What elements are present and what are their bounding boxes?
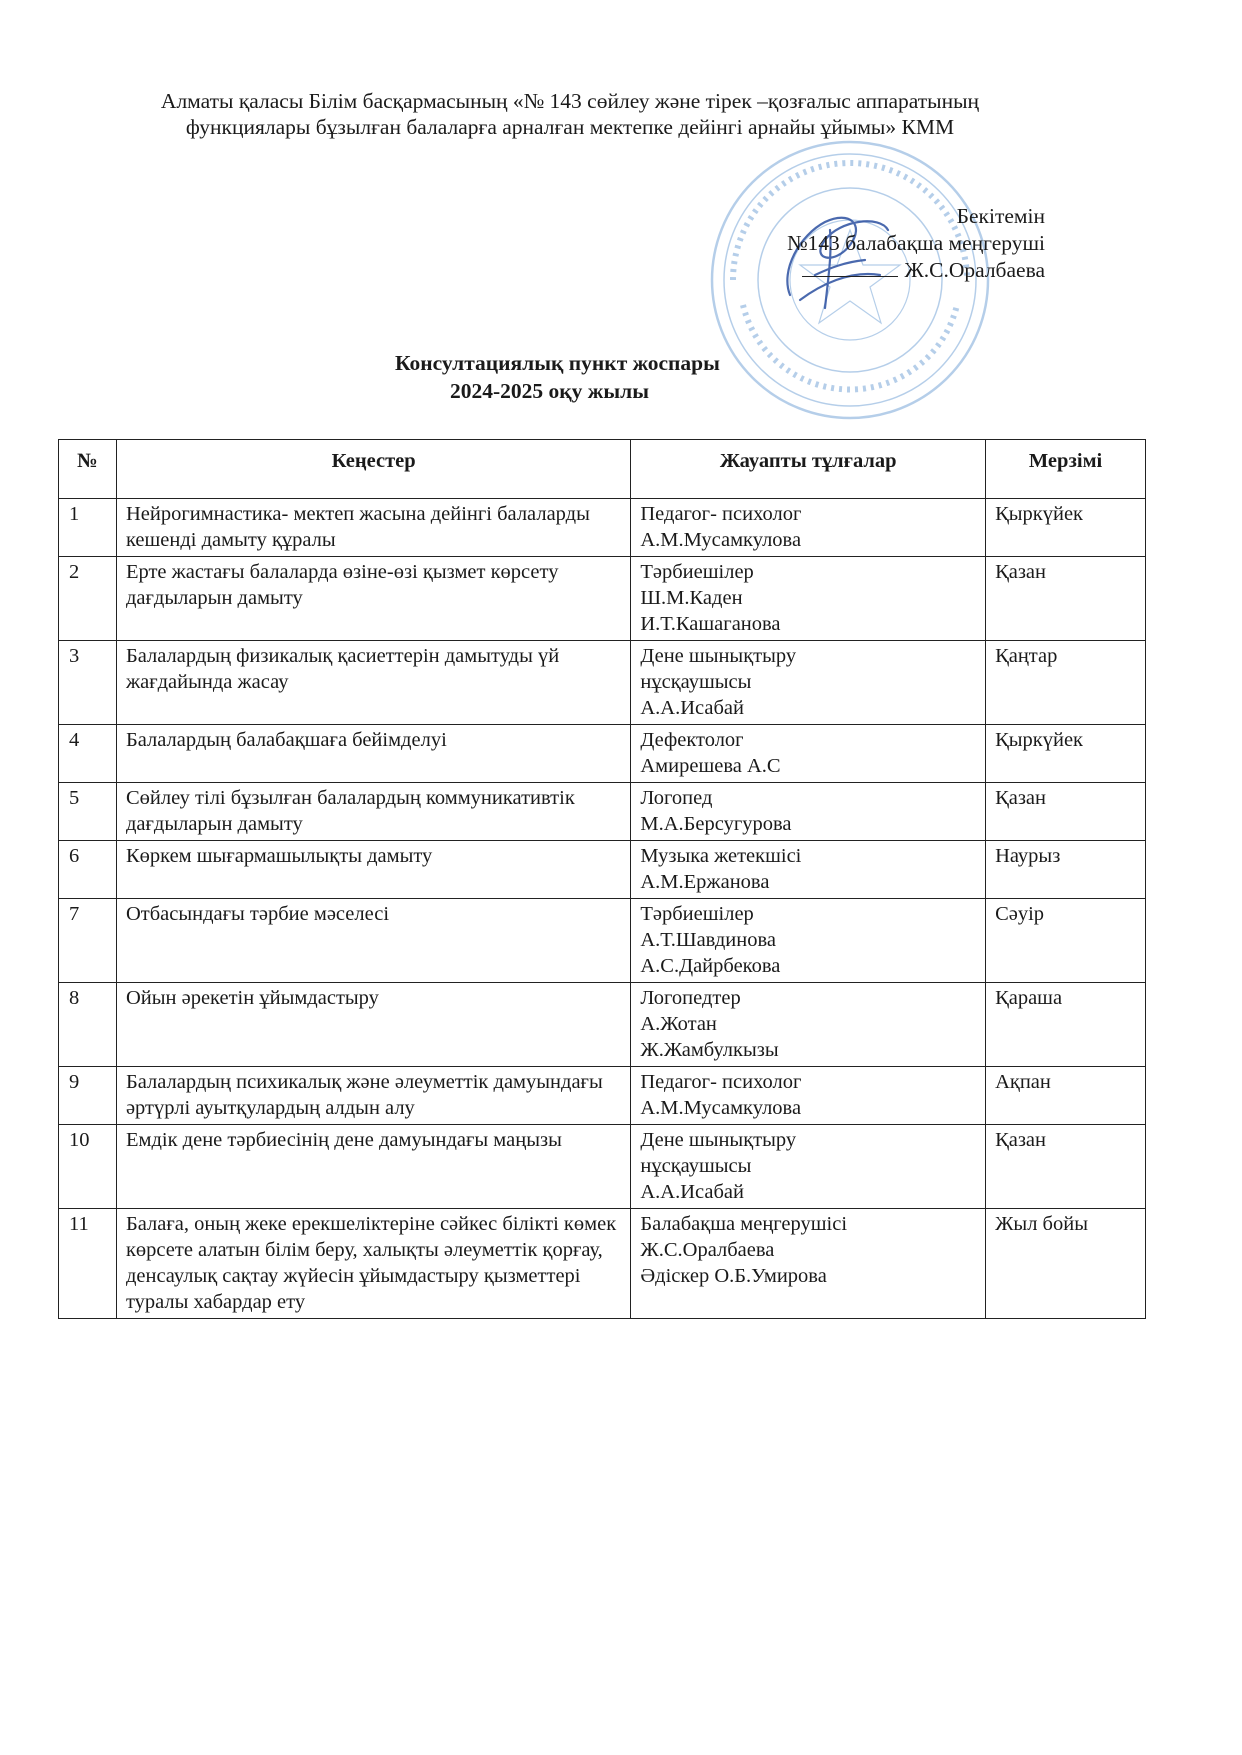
table-row: [59, 557, 1146, 641]
responsible-persons: [631, 1125, 986, 1209]
responsible-person-line: А.Т.Шавдинова: [640, 929, 776, 951]
row-number: 8: [59, 983, 117, 1067]
responsible-person-line: Тәрбиешілер: [640, 903, 754, 925]
deadline: Жыл бойы: [986, 1209, 1146, 1319]
responsible-persons: [631, 1209, 986, 1319]
table-row: [59, 983, 1146, 1067]
header-deadline: Мерзімі: [986, 440, 1146, 499]
approval-label: Бекітемін: [956, 204, 1045, 228]
responsible-person-line: А.С.Дайрбекова: [640, 955, 781, 977]
table-row: [59, 725, 1146, 783]
table-body: [59, 499, 1146, 1319]
title-line-2: 2024-2025 оқу жылы: [450, 379, 650, 403]
consultation-plan-table: [58, 439, 1146, 1319]
row-number: 9: [59, 1067, 117, 1125]
responsible-persons: [631, 983, 986, 1067]
header-topic: Кеңестер: [116, 440, 630, 499]
table-header-row: [59, 440, 1146, 499]
responsible-person-line: Тәрбиешілер: [640, 561, 754, 583]
responsible-person-line: А.М.Мусамкулова: [640, 1097, 802, 1119]
table-row: [59, 1125, 1146, 1209]
responsible-persons: [631, 783, 986, 841]
consultation-topic: Балалардың физикалық қасиеттерін дамытуды үй жағдайында жасау: [116, 641, 630, 725]
table-row: [59, 841, 1146, 899]
signature-line: [802, 275, 898, 277]
consultation-topic: Көркем шығармашылықты дамыту: [116, 841, 630, 899]
deadline: Қыркүйек: [986, 499, 1146, 557]
table-row: [59, 899, 1146, 983]
header-responsible: Жауапты тұлғалар: [631, 440, 986, 499]
responsible-person-line: Логопед: [640, 787, 713, 809]
responsible-person-line: Ж.С.Оралбаева: [640, 1239, 775, 1261]
responsible-person-line: Ж.Жамбулкызы: [640, 1039, 779, 1061]
row-number: 4: [59, 725, 117, 783]
row-number: 2: [59, 557, 117, 641]
approval-block: [720, 203, 1045, 284]
responsible-person-line: А.А.Исабай: [640, 1181, 744, 1203]
responsible-person-line: Музыка жетекшісі: [640, 845, 802, 867]
row-number: 7: [59, 899, 117, 983]
table-row: [59, 499, 1146, 557]
table-row: [59, 641, 1146, 725]
header-num: №: [59, 440, 117, 499]
responsible-persons: [631, 899, 986, 983]
responsible-person-line: А.М.Ержанова: [640, 871, 770, 893]
deadline: Қыркүйек: [986, 725, 1146, 783]
responsible-person-line: Дефектолог: [640, 729, 744, 751]
title-line-1: Консултациялық пункт жоспары: [395, 351, 720, 375]
responsible-person-line: М.А.Берсугурова: [640, 813, 792, 835]
responsible-persons: [631, 841, 986, 899]
responsible-person-line: Ш.М.Каден: [640, 587, 743, 609]
responsible-person-line: А.Жотан: [640, 1013, 717, 1035]
deadline: Ақпан: [986, 1067, 1146, 1125]
responsible-person-line: А.М.Мусамкулова: [640, 529, 802, 551]
consultation-topic: Сөйлеу тілі бұзылған балалардың коммуникативтік дағдыларын дамыту: [116, 783, 630, 841]
consultation-topic: Балалардың психикалық және әлеуметтік дамуындағы әртүрлі ауытқулардың алдын алу: [116, 1067, 630, 1125]
responsible-person-line: А.А.Исабай: [640, 697, 744, 719]
row-number: 1: [59, 499, 117, 557]
deadline: Қараша: [986, 983, 1146, 1067]
organization-header: Алматы қаласы Білім басқармасының «№ 143 сөйлеу және тірек –қозғалыс аппаратының функциялары бұзылған балаларға арналған мектепке дейінгі арнайы ұйымы» КММ: [160, 89, 980, 139]
deadline: Наурыз: [986, 841, 1146, 899]
responsible-persons: [631, 499, 986, 557]
row-number: 11: [59, 1209, 117, 1319]
table-row: [59, 1067, 1146, 1125]
responsible-persons: [631, 1067, 986, 1125]
deadline: Сәуір: [986, 899, 1146, 983]
responsible-person-line: Дене шынықтыру: [640, 1129, 797, 1151]
row-number: 6: [59, 841, 117, 899]
deadline: Қазан: [986, 783, 1146, 841]
consultation-topic: Отбасындағы тәрбие мәселесі: [116, 899, 630, 983]
approver-name: Ж.С.Оралбаева: [904, 258, 1045, 282]
responsible-persons: [631, 725, 986, 783]
responsible-person-line: Педагог- психолог: [640, 1071, 802, 1093]
deadline: Қазан: [986, 557, 1146, 641]
responsible-person-line: нұсқаушысы: [640, 1155, 752, 1177]
responsible-person-line: И.Т.Кашаганова: [640, 613, 781, 635]
deadline: Қазан: [986, 1125, 1146, 1209]
responsible-person-line: Логопедтер: [640, 987, 741, 1009]
consultation-topic: Ойын әрекетін ұйымдастыру: [116, 983, 630, 1067]
consultation-topic: Балалардың балабақшаға бейімделуі: [116, 725, 630, 783]
consultation-topic: Емдік дене тәрбиесінің дене дамуындағы маңызы: [116, 1125, 630, 1209]
consultation-topic: Балаға, оның жеке ерекшеліктеріне сәйкес білікті көмек көрсете алатын білім беру, халықты әлеуметтік қорғау, денсаулық сақтау жүйесін ұйымдастыру қызметтері туралы хабардар ету: [116, 1209, 630, 1319]
deadline: Қаңтар: [986, 641, 1146, 725]
responsible-person-line: Балабақша меңгерушісі: [640, 1213, 848, 1235]
consultation-topic: Ерте жастағы балаларда өзіне-өзі қызмет көрсету дағдыларын дамыту: [116, 557, 630, 641]
responsible-person-line: Дене шынықтыру: [640, 645, 797, 667]
row-number: 3: [59, 641, 117, 725]
responsible-person-line: Амирешева А.С: [640, 755, 781, 777]
row-number: 5: [59, 783, 117, 841]
responsible-persons: [631, 641, 986, 725]
responsible-person-line: Әдіскер О.Б.Умирова: [640, 1265, 827, 1287]
document-title: [330, 349, 850, 405]
responsible-person-line: нұсқаушысы: [640, 671, 752, 693]
approver-name-line: [720, 257, 1045, 284]
row-number: 10: [59, 1125, 117, 1209]
table-row: [59, 1209, 1146, 1319]
approver-position: №143 балабақша меңгеруші: [787, 231, 1045, 255]
consultation-topic: Нейрогимнастика- мектеп жасына дейінгі балаларды кешенді дамыту құралы: [116, 499, 630, 557]
responsible-person-line: Педагог- психолог: [640, 503, 802, 525]
responsible-persons: [631, 557, 986, 641]
table-row: [59, 783, 1146, 841]
